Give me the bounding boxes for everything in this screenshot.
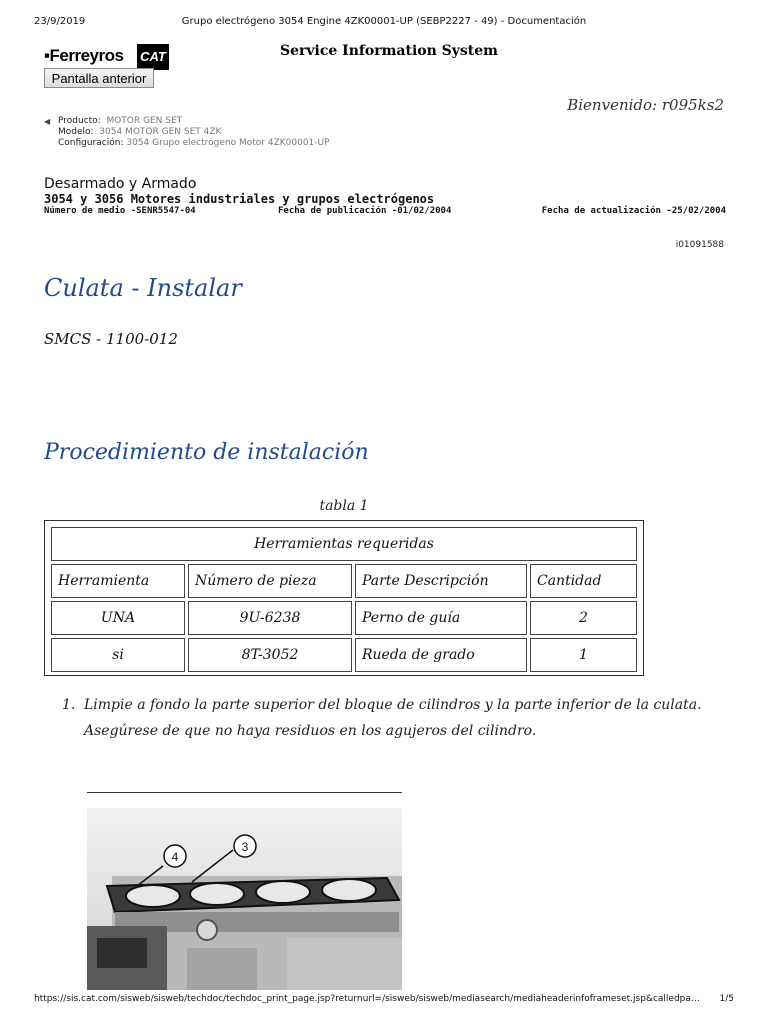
required-tools-table	[44, 520, 644, 676]
welcome-user: Bienvenido: r095ks2	[567, 96, 724, 114]
update-date: Fecha de actualización -25/02/2004	[541, 206, 726, 216]
column-header-quantity: Cantidad	[530, 564, 637, 598]
chevron-left-icon[interactable]: ◀	[44, 117, 51, 126]
table-cell: 1	[530, 638, 637, 672]
previous-screen-button[interactable]: Pantalla anterior	[44, 68, 154, 88]
document-id: i01091588	[675, 240, 724, 250]
table-column-headers	[51, 564, 637, 598]
column-header-tool: Herramienta	[51, 564, 185, 598]
smcs-code: SMCS - 1100-012	[44, 330, 178, 348]
table-row	[51, 638, 637, 672]
table-cell: 2	[530, 601, 637, 635]
callout-4: 4	[171, 850, 179, 864]
table-caption: tabla 1	[319, 498, 369, 514]
table-row	[51, 601, 637, 635]
table-cell: Perno de guía	[355, 601, 527, 635]
table-cell: 9U-6238	[188, 601, 352, 635]
table-cell: UNA	[51, 601, 185, 635]
crumb-configuration: Configuración: 3054 Grupo electrógeno Motor 4ZK00001-UP	[58, 138, 330, 148]
step-number: 1.	[62, 697, 76, 713]
procedure-step	[62, 692, 722, 744]
footer-page-number: 1/5	[719, 994, 734, 1004]
crumb-model: Modelo: 3054 MOTOR GEN SET 4ZK	[58, 127, 222, 137]
section-subtitle: 3054 y 3056 Motores industriales y grupos electrógenos	[44, 192, 435, 206]
figure-divider	[87, 792, 402, 793]
table-header: Herramientas requeridas	[51, 527, 637, 561]
ferreyros-wordmark: ▪Ferreyros	[44, 46, 124, 65]
media-number: Número de medio -SENR5547-04	[44, 206, 196, 216]
engine-block-illustration	[87, 808, 402, 990]
table-cell: si	[51, 638, 185, 672]
print-date: 23/9/2019	[34, 16, 86, 27]
table-cell: 8T-3052	[188, 638, 352, 672]
system-title: Service Information System	[280, 43, 498, 59]
print-title: Grupo electrógeno 3054 Engine 4ZK00001-UP (SEBP2227 - 49) - Documentación	[181, 16, 587, 27]
column-header-description: Parte Descripción	[355, 564, 527, 598]
publication-date: Fecha de publicación -01/02/2004	[278, 206, 452, 216]
footer-url: https://sis.cat.com/sisweb/sisweb/techdoc/techdoc_print_page.jsp?returnurl=/sisweb/sisweb/mediasearch/mediaheaderinfoframeset.jsp&calledpa…	[34, 994, 700, 1004]
table-cell: Rueda de grado	[355, 638, 527, 672]
cat-logo: CAT	[137, 44, 169, 70]
step-text: Limpie a fondo la parte superior del bloque de cilindros y la parte inferior de la culata. Asegúrese de que no haya residuos en los agujeros del cilindro.	[84, 697, 702, 739]
ferreyros-cat-logo	[44, 44, 169, 70]
cylinder-block-photo	[87, 808, 402, 990]
page-title: Culata - Instalar	[44, 274, 242, 302]
section-title: Desarmado y Armado	[44, 176, 197, 192]
crumb-product: Producto: MOTOR GEN SET	[58, 116, 183, 126]
column-header-part-number: Número de pieza	[188, 564, 352, 598]
procedure-title: Procedimiento de instalación	[44, 440, 369, 465]
product-breadcrumb	[46, 116, 330, 149]
callout-3: 3	[241, 840, 249, 854]
